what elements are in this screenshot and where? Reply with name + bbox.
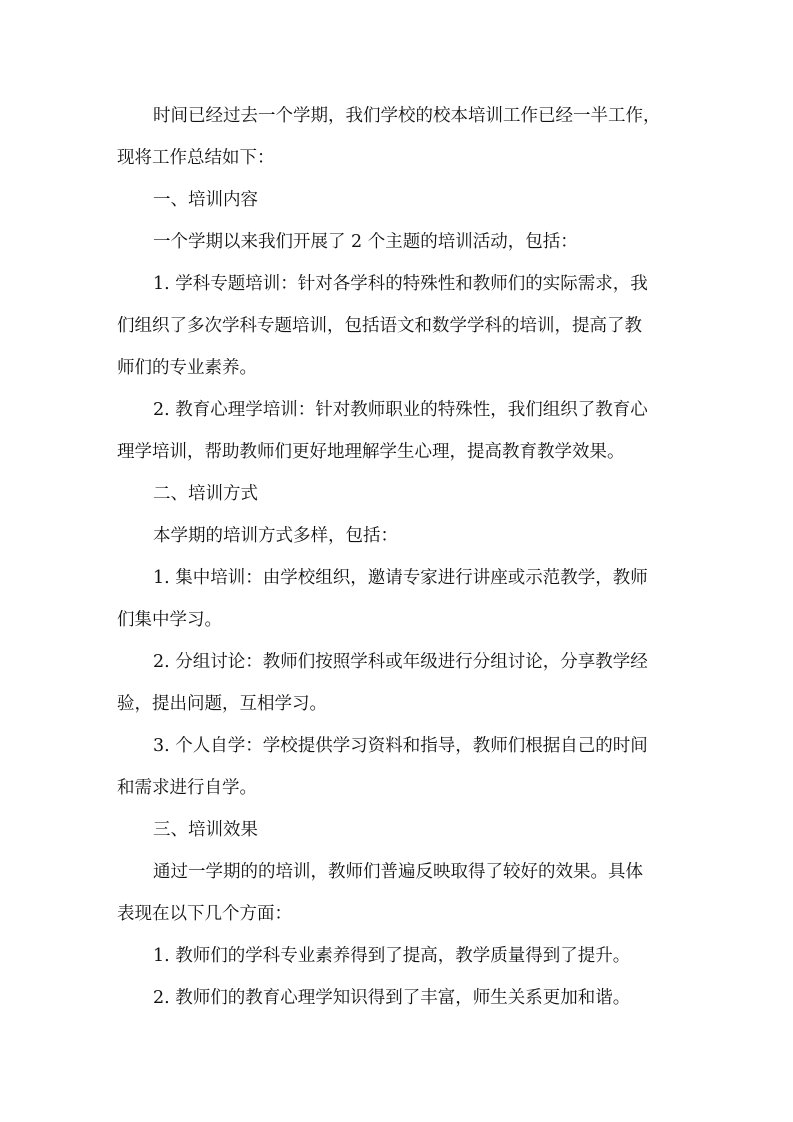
content-item-1-line-2: 们组织了多次学科专题培训，包括语文和数学学科的培训，提高了教 [117,316,642,336]
effect-item-2: 2. 教师们的教育心理学知识得到了丰富，师生关系更加和谐。 [153,988,631,1008]
methods-intro: 本学期的培训方式多样，包括： [153,526,398,546]
effects-intro-line-1: 通过一学期的的培训，教师们普遍反映取得了较好的效果。具体 [153,862,643,882]
heading-training-methods: 二、培训方式 [153,484,258,504]
content-intro: 一个学期以来我们开展了 2 个主题的培训活动，包括： [153,232,578,252]
effect-item-1: 1. 教师们的学科专业素养得到了提高，教学质量得到了提升。 [153,946,631,966]
method-item-3-line-2: 和需求进行自学。 [117,778,257,798]
effects-intro-line-2: 表现在以下几个方面： [117,904,292,924]
content-item-2-line-2: 理学培训，帮助教师们更好地理解学生心理，提高教育教学效果。 [117,442,625,462]
content-item-1-line-1: 1. 学科专题培训：针对各学科的特殊性和教师们的实际需求，我 [153,274,648,294]
method-item-1-line-1: 1. 集中培训：由学校组织，邀请专家进行讲座或示范教学，教师 [153,568,648,588]
intro-line-1: 时间已经过去一个学期，我们学校的校本培训工作已经一半工作， [153,106,661,126]
method-item-2-line-2: 验，提出问题，互相学习。 [117,694,327,714]
heading-training-content: 一、培训内容 [153,190,258,210]
method-item-3-line-1: 3. 个人自学：学校提供学习资料和指导，教师们根据自己的时间 [153,736,648,756]
content-item-1-line-3: 师们的专业素养。 [117,358,257,378]
heading-training-effects: 三、培训效果 [153,820,258,840]
content-item-2-line-1: 2. 教育心理学培训：针对教师职业的特殊性，我们组织了教育心 [153,400,648,420]
intro-line-2: 现将工作总结如下： [117,148,275,168]
method-item-1-line-2: 们集中学习。 [117,610,222,630]
method-item-2-line-1: 2. 分组讨论：教师们按照学科或年级进行分组讨论，分享教学经 [153,652,648,672]
